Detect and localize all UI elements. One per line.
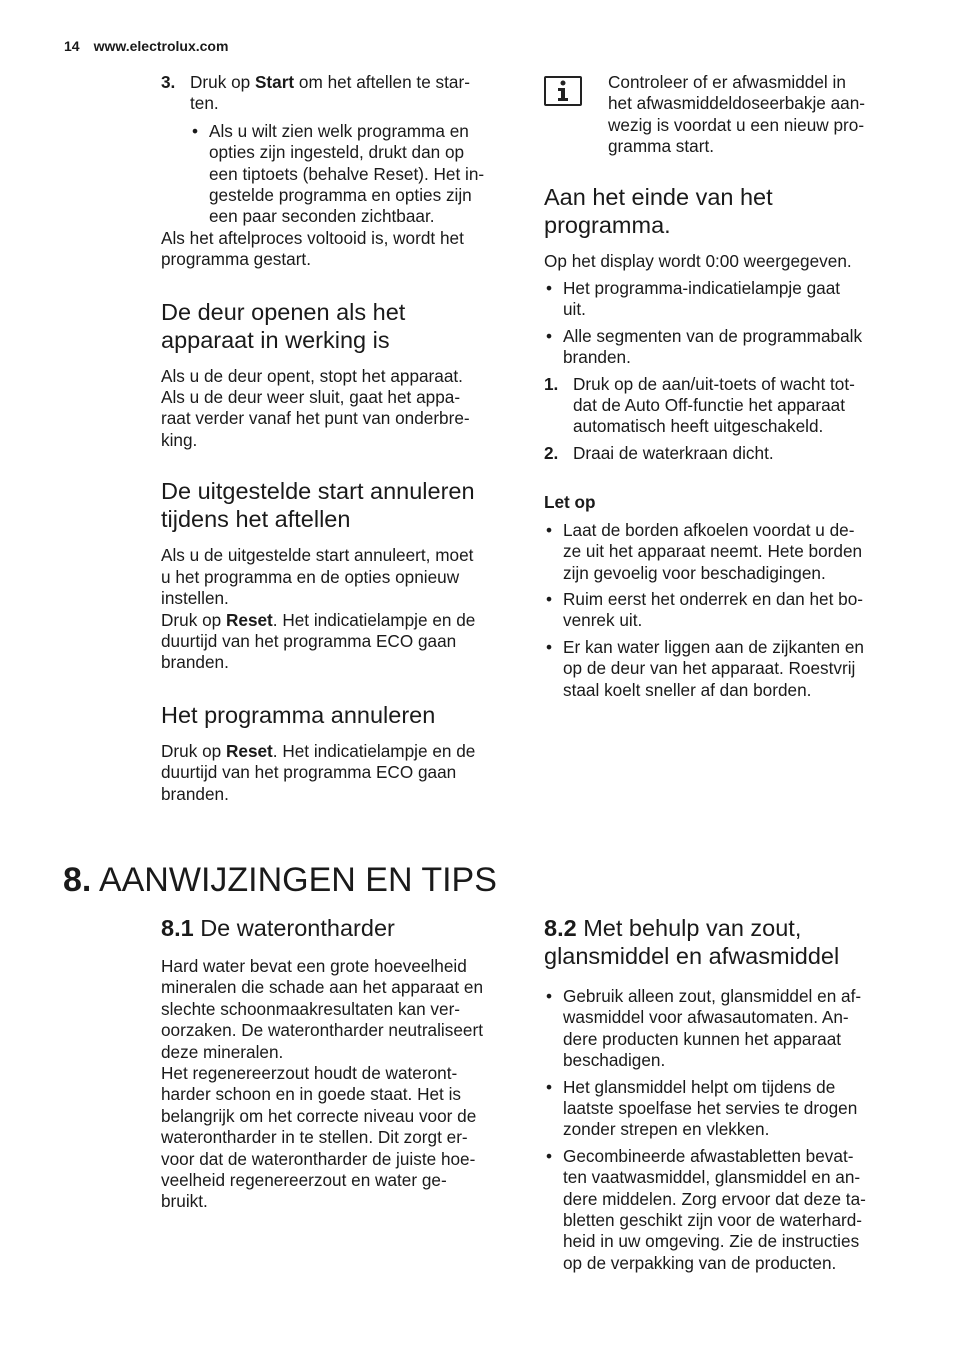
note-text [608,72,894,158]
delay-text [161,545,511,673]
line: op de deur van het apparaat. Roestvrij [563,658,856,679]
line: gestelde programma en opties zijn [209,185,472,206]
section-8-1 [161,914,513,1213]
line: veelheid regenereerzout en water ge- [161,1170,447,1191]
step3-bullets [190,121,511,228]
step-number: 2. [544,442,559,463]
site-url: www.electrolux.com [93,38,229,54]
door-heading [161,298,511,354]
line: Er kan water liggen aan de zijkanten en [563,636,864,657]
line: Het regenereerzout houdt de wateront- [161,1063,458,1084]
line: Als u de deur weer sluit, gaat het appa- [161,387,461,408]
line: ze uit het apparaat neemt. Hete borden [563,541,863,562]
list-item [544,278,894,321]
end-steps [544,374,894,465]
right-column [544,72,894,701]
line: staal koelt sneller af dan borden. [563,679,812,700]
line: duurtijd van het programma ECO gaan [161,762,457,783]
line: dat de Auto Off-functie het apparaat [573,395,846,416]
end-bullets [544,278,894,369]
line: gramma start. [608,136,715,157]
text: . Het indicatielampje en de [272,740,476,761]
line: Ruim eerst het onderrek en dan het bo- [563,588,864,609]
section-title: glansmiddel en afwasmiddel [544,943,840,969]
letop-heading: Let op [544,492,596,513]
line: Het glansmiddel helpt om tijdens de [563,1076,836,1097]
line: het afwasmiddeldoseerbakje aan- [608,93,866,114]
list-item [544,1077,896,1141]
text: . Het indicatielampje en de [272,609,476,630]
line: mineralen die schade aan het apparaat en [161,977,484,998]
list-item [544,1146,896,1274]
list-item [544,520,894,584]
line: De uitgestelde start annuleren [161,478,475,505]
cancel-text [161,741,511,805]
list-item [544,326,894,369]
line: Aan het einde van het [544,183,773,210]
line: dere producten kunnen het apparaat [563,1028,842,1049]
line: harder schoon en in goede staat. Het is [161,1084,462,1105]
list-item [544,986,896,1072]
list-item [544,637,894,701]
line: Laat de borden afkoelen voordat u de- [563,519,855,540]
line: waterontharder in te stellen. Dit zorgt er- [161,1127,468,1148]
cancel-heading: Het programma annuleren [161,701,436,728]
line: Als het aftelproces voltooid is, wordt het [161,227,464,248]
line: voor dat de waterontharder de juiste hoe- [161,1148,476,1169]
line: Alle segmenten van de programmabalk [563,325,863,346]
line: zijn gevoelig voor beschadigingen. [563,562,826,583]
end-display-text: Op het display wordt 0:00 weergegeven. [544,250,852,271]
line: een paar seconden zichtbaar. [209,206,435,227]
line: laatste spoelfase het servies te drogen [563,1098,858,1119]
step-number: 3. [161,72,176,92]
line: Controleer of er afwasmiddel in [608,72,846,92]
line: duurtijd van het programma ECO gaan [161,630,457,651]
info-note [544,72,894,158]
section-number: 8.2 [544,915,577,941]
line: Gecombineerde afwastabletten bevat- [563,1145,854,1166]
line: Als u wilt zien welk programma en [209,120,469,141]
start-label: Start [254,72,295,92]
left-column [161,72,511,805]
line: ten vaatwasmiddel, glansmiddel en an- [563,1167,861,1188]
step-3 [161,72,511,115]
line: branden. [563,347,631,368]
door-text [161,366,511,452]
chapter-number: 8. [63,861,92,899]
line: Het programma-indicatielampje gaat [563,278,841,299]
list-item [190,121,511,228]
list-item [544,589,894,632]
line: beschadigen. [563,1050,666,1071]
delay-heading [161,477,511,533]
info-icon [544,76,582,106]
section-8-2-bullets [544,986,896,1274]
step-1 [544,374,894,438]
line: u het programma en de opties opnieuw [161,566,460,587]
chapter-title-text: AANWIJZINGEN EN TIPS [98,861,497,899]
line: dere middelen. Zorg ervoor dat deze ta- [563,1188,866,1209]
line: heid in uw omgeving. Zie de instructies [563,1231,860,1252]
text: om het aftellen te star- [294,72,470,92]
line: wezig is voordat u een nieuw pro- [608,114,865,135]
line: belangrijk om het correcte niveau voor de [161,1105,477,1126]
reset-label: Reset [225,740,273,761]
line: oorzaken. De waterontharder neutraliseert [161,1020,483,1041]
page-number: 14 [64,38,80,54]
chapter-title [63,860,497,900]
line: deze mineralen. [161,1041,284,1062]
line: raat verder vanaf het punt van onderbre- [161,408,470,429]
line: Draai de waterkraan dicht. [573,442,774,463]
section-number: 8.1 [161,915,194,941]
line: Als u de uitgestelde start annuleert, moet [161,545,474,566]
start-step [161,72,511,115]
line: Hard water bevat een grote hoeveelheid [161,956,467,976]
section-8-1-text [161,956,513,1213]
line: king. [161,429,198,450]
line: wasmiddel voor afwasautomaten. An- [563,1007,849,1028]
line: bruikt. [161,1191,208,1212]
letop-bullets [544,520,894,701]
page-header [64,38,228,54]
line: Als u de deur opent, stopt het apparaat. [161,365,463,386]
end-heading [544,183,894,239]
countdown-done-text [161,228,511,271]
line: zonder strepen en vlekken. [563,1119,770,1140]
section-8-1-heading [161,914,513,942]
text: Druk op [161,609,226,630]
line: slechte schoonmaakresultaten kan ver- [161,998,461,1019]
line: op de verpakking van de producten. [563,1252,837,1273]
line: bletten geschikt zijn voor de waterhard- [563,1210,863,1231]
line: een tiptoets (behalve Reset). Het in- [209,163,485,184]
line: venrek uit. [563,610,643,631]
text: ten. [190,93,219,114]
line: instellen. [161,588,229,609]
section-8-2 [544,914,896,1274]
line: Gebruik alleen zout, glansmiddel en af- [563,986,862,1006]
text: Druk op [190,72,255,92]
line: apparaat in werking is [161,326,390,353]
step-number: 1. [544,373,559,394]
line: programma gestart. [161,249,311,270]
section-8-2-heading [544,914,896,970]
line: uit. [563,299,586,320]
line: Druk op de aan/uit-toets of wacht tot- [573,373,855,394]
step-2 [544,443,894,464]
text: Druk op [161,740,226,761]
reset-label: Reset [225,609,273,630]
line: branden. [161,783,229,804]
line: branden. [161,652,229,673]
section-title: Met behulp van zout, [583,915,802,941]
line: opties zijn ingesteld, drukt dan op [209,142,465,163]
line: programma. [544,211,671,238]
section-title: De waterontharder [200,915,395,941]
line: tijdens het aftellen [161,506,351,533]
line: De deur openen als het [161,298,406,325]
line: automatisch heeft uitgeschakeld. [573,416,824,437]
